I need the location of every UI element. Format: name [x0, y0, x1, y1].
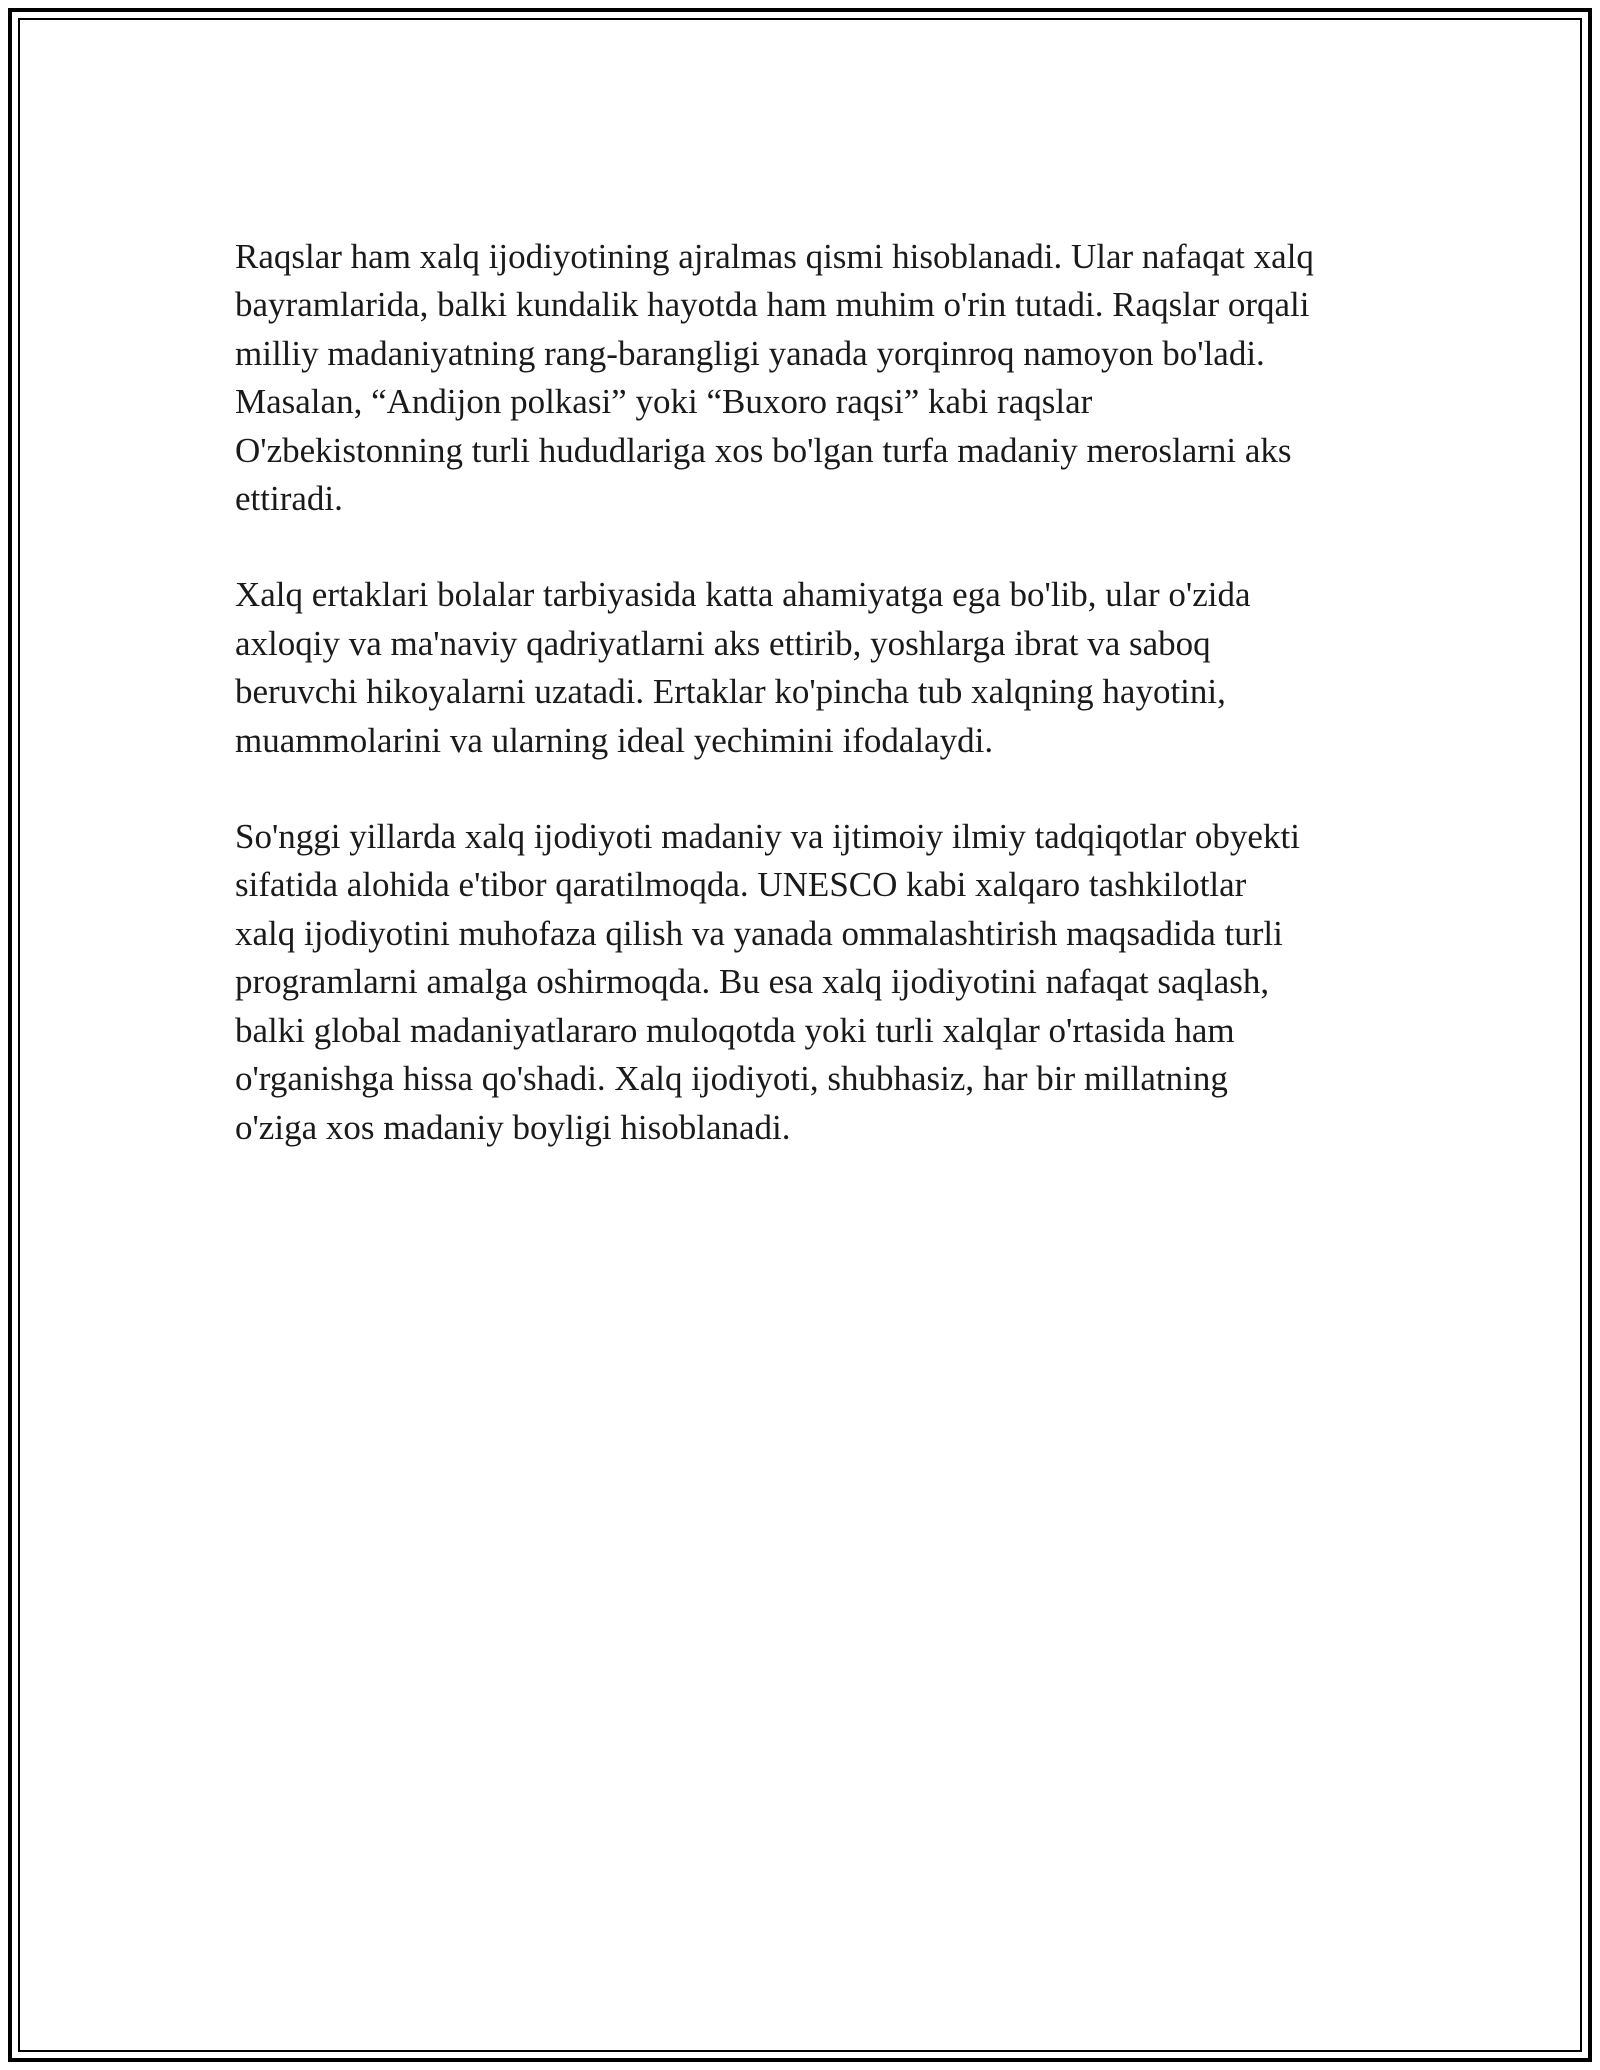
- text-line: programlarni amalga oshirmoqda. Bu esa xalq ijodiyotini nafaqat saqlash,: [235, 962, 1270, 1002]
- paragraph-dances: [235, 233, 1395, 523]
- text-line: balki global madaniyatlararo muloqotda yoki turli xalqlar o'rtasida ham: [235, 1010, 1235, 1050]
- text-line: axloqiy va ma'naviy qadriyatlarni aks ettirib, yoshlarga ibrat va saboq: [235, 623, 1211, 663]
- text-line: o'ziga xos madaniy boyligi hisoblanadi.: [235, 1107, 791, 1147]
- text-line: bayramlarida, balki kundalik hayotda ham muhim o'rin tutadi. Raqslar orqali: [235, 285, 1310, 325]
- text-line: ettiradi.: [235, 479, 343, 519]
- text-line: milliy madaniyatning rang-barangligi yanada yorqinroq namoyon bo'ladi.: [235, 333, 1265, 373]
- text-line: Raqslar ham xalq ijodiyotining ajralmas qismi hisoblanadi. Ular nafaqat xalq: [235, 237, 1314, 276]
- text-line: sifatida alohida e'tibor qaratilmoqda. UNESCO kabi xalqaro tashkilotlar: [235, 865, 1247, 905]
- text-line: So'nggi yillarda xalq ijodiyoti madaniy va ijtimoiy ilmiy tadqiqotlar obyekti: [235, 817, 1300, 857]
- text-line: muammolarini va ularning ideal yechimini ifodalaydi.: [235, 720, 994, 760]
- document-body: [235, 233, 1395, 1200]
- text-line: O'zbekistonning turli hududlariga xos bo'lgan turfa madaniy meroslarni aks: [235, 430, 1292, 470]
- text-line: Masalan, “Andijon polkasi” yoki “Buxoro raqsi” kabi raqslar: [235, 382, 1093, 422]
- text-line: o'rganishga hissa qo'shadi. Xalq ijodiyoti, shubhasiz, har bir millatning: [235, 1059, 1228, 1099]
- text-line: beruvchi hikoyalarni uzatadi. Ertaklar ko'pincha tub xalqning hayotini,: [235, 672, 1226, 712]
- paragraph-research: [235, 813, 1395, 1152]
- text-line: Xalq ertaklari bolalar tarbiyasida katta ahamiyatga ega bo'lib, ular o'zida: [235, 575, 1251, 615]
- paragraph-folk-tales: [235, 571, 1395, 765]
- text-line: xalq ijodiyotini muhofaza qilish va yanada ommalashtirish maqsadida turli: [235, 913, 1283, 953]
